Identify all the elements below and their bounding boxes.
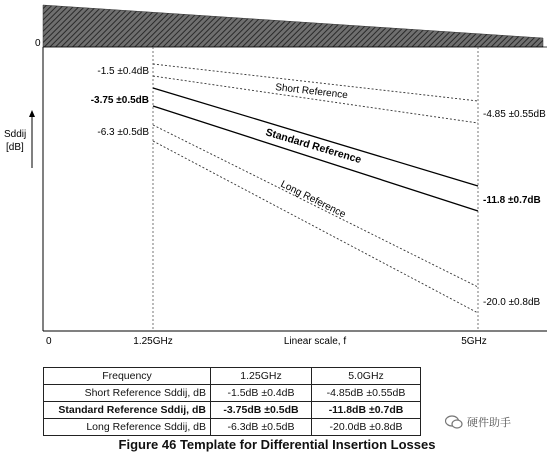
- table-cell: -1.5dB ±0.4dB: [211, 385, 312, 402]
- long-reference-label: Long Reference: [278, 178, 348, 221]
- table-header-cell: 1.25GHz: [211, 368, 312, 385]
- table-cell: -3.75dB ±0.5dB: [211, 402, 312, 419]
- table-header-row: [44, 368, 421, 385]
- short-right-value: -4.85 ±0.55dB: [483, 109, 546, 120]
- short-left-value: -1.5 ±0.4dB: [97, 66, 149, 77]
- origin-top-label: 0: [35, 38, 41, 49]
- table-row-label: Long Reference Sddij, dB: [44, 419, 211, 436]
- figure-caption: Figure 46 Template for Differential Insertion Losses: [118, 437, 436, 452]
- long-right-value: -20.0 ±0.8dB: [483, 297, 541, 308]
- standard-left-value: -3.75 ±0.5dB: [90, 95, 149, 106]
- short-reference-label: Short Reference: [274, 82, 349, 102]
- x-tick-5ghz: 5GHz: [461, 336, 487, 347]
- short-lower-line: [153, 76, 478, 123]
- table-header-cell: 5.0GHz: [312, 368, 421, 385]
- watermark: [445, 414, 511, 430]
- table-row-label: Standard Reference Sddij, dB: [44, 402, 211, 419]
- chat-bubble-icon: [445, 415, 463, 429]
- origin-x-label: 0: [46, 336, 52, 347]
- watermark-text: 硬件助手: [467, 417, 511, 429]
- table-row-label: Short Reference Sddij, dB: [44, 385, 211, 402]
- table-cell: -20.0dB ±0.8dB: [312, 419, 421, 436]
- y-axis-label: Sddij: [4, 129, 27, 140]
- x-axis-label: Linear scale, f: [283, 336, 347, 347]
- hatched-band: [43, 5, 543, 47]
- long-lower-line: [153, 141, 478, 313]
- x-tick-1-25ghz: 1.25GHz: [133, 336, 173, 347]
- table-cell: -11.8dB ±0.7dB: [312, 402, 421, 419]
- losses-table: [43, 367, 421, 436]
- standard-right-value: -11.8 ±0.7dB: [483, 195, 541, 206]
- table-row: [44, 402, 421, 419]
- y-axis-unit: [dB]: [6, 142, 24, 153]
- standard-reference-label: Standard Reference: [264, 126, 363, 167]
- y-axis-arrowhead: [29, 110, 35, 117]
- table-cell: -4.85dB ±0.55dB: [312, 385, 421, 402]
- table-row: [44, 419, 421, 436]
- long-left-value: -6.3 ±0.5dB: [97, 127, 149, 138]
- table-cell: -6.3dB ±0.5dB: [211, 419, 312, 436]
- table-header-cell: Frequency: [44, 368, 211, 385]
- table-row: [44, 385, 421, 402]
- standard-upper-line: [153, 88, 478, 186]
